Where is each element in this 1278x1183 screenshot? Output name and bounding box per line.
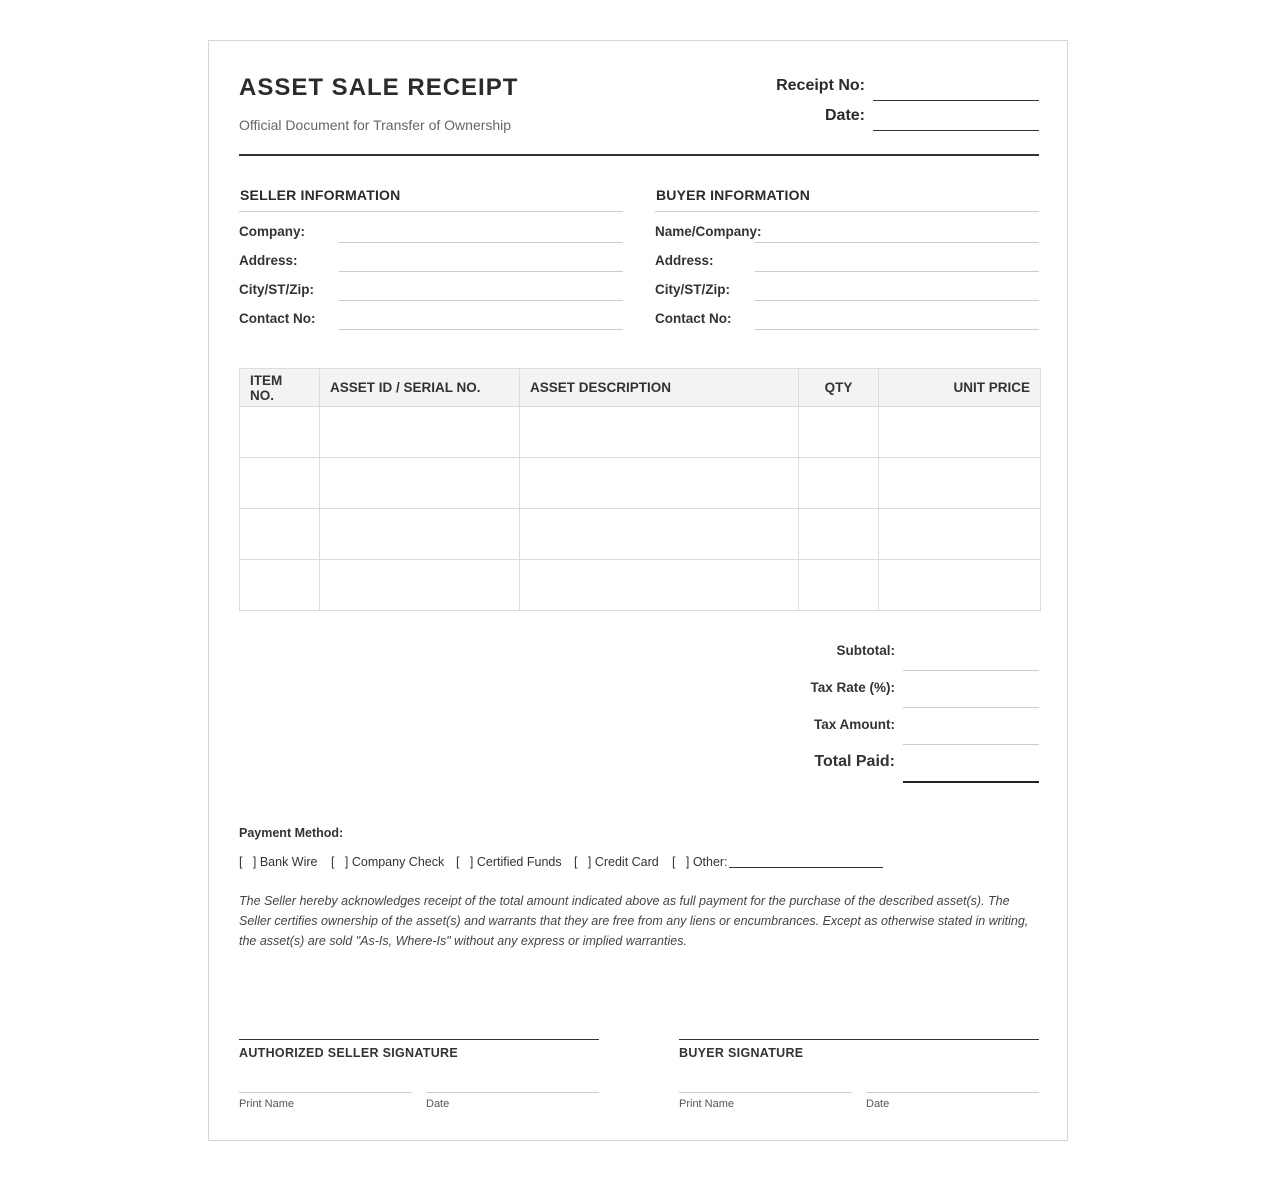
payment-option-company-check[interactable]: [ ] Company Check bbox=[331, 855, 445, 869]
seller-signature-line[interactable] bbox=[239, 1039, 599, 1040]
table-cell[interactable] bbox=[520, 560, 799, 611]
table-cell[interactable] bbox=[320, 560, 520, 611]
table-cell[interactable] bbox=[799, 407, 879, 458]
column-header-unit-price: UNIT PRICE bbox=[879, 369, 1041, 407]
buyer-date-line[interactable] bbox=[866, 1092, 1039, 1093]
table-cell[interactable] bbox=[240, 458, 320, 509]
payment-option-credit-card[interactable]: [ ] Credit Card bbox=[574, 855, 659, 869]
buyer-contact-label: Contact No: bbox=[655, 311, 732, 326]
receipt-no-label: Receipt No: bbox=[776, 77, 865, 94]
date-field[interactable] bbox=[873, 130, 1039, 131]
payment-method-label: Payment Method: bbox=[239, 826, 344, 840]
seller-contact-label: Contact No: bbox=[239, 311, 316, 326]
seller-info-title: SELLER INFORMATION bbox=[240, 187, 401, 203]
document-title: ASSET SALE RECEIPT bbox=[239, 74, 519, 101]
receipt-page bbox=[208, 40, 1068, 1141]
receipt-no-field[interactable] bbox=[873, 100, 1039, 101]
tax-rate-field[interactable] bbox=[903, 707, 1039, 708]
table-cell[interactable] bbox=[320, 458, 520, 509]
table-cell[interactable] bbox=[320, 407, 520, 458]
payment-option-other[interactable]: [ ] Other: bbox=[672, 855, 728, 869]
table-cell[interactable] bbox=[320, 509, 520, 560]
seller-company-field[interactable] bbox=[339, 242, 623, 243]
table-row bbox=[240, 560, 1041, 611]
table-cell[interactable] bbox=[520, 458, 799, 509]
buyer-print-name-line[interactable] bbox=[679, 1092, 852, 1093]
table-cell[interactable] bbox=[520, 509, 799, 560]
buyer-address-field[interactable] bbox=[755, 271, 1039, 272]
table-cell[interactable] bbox=[879, 560, 1041, 611]
seller-print-name-line[interactable] bbox=[239, 1092, 412, 1093]
buyer-signature-line[interactable] bbox=[679, 1039, 1039, 1040]
table-cell[interactable] bbox=[879, 407, 1041, 458]
buyer-city-label: City/ST/Zip: bbox=[655, 282, 730, 297]
buyer-city-field[interactable] bbox=[755, 300, 1039, 301]
seller-contact-field[interactable] bbox=[339, 329, 623, 330]
seller-date-line[interactable] bbox=[426, 1092, 599, 1093]
seller-city-field[interactable] bbox=[339, 300, 623, 301]
payment-option-bank-wire[interactable]: [ ] Bank Wire bbox=[239, 855, 318, 869]
total-paid-field[interactable] bbox=[903, 781, 1039, 783]
payment-other-field[interactable] bbox=[729, 867, 883, 868]
table-cell[interactable] bbox=[879, 509, 1041, 560]
column-header-qty: QTY bbox=[799, 369, 879, 407]
buyer-company-field[interactable] bbox=[755, 242, 1039, 243]
subtotal-label: Subtotal: bbox=[836, 643, 895, 658]
table-cell[interactable] bbox=[240, 407, 320, 458]
buyer-company-label: Name/Company: bbox=[655, 224, 762, 239]
document-subtitle: Official Document for Transfer of Ownership bbox=[239, 117, 512, 133]
table-cell[interactable] bbox=[520, 407, 799, 458]
header-divider bbox=[239, 154, 1039, 156]
date-label: Date: bbox=[824, 107, 865, 124]
buyer-contact-field[interactable] bbox=[755, 329, 1039, 330]
subtotal-field[interactable] bbox=[903, 670, 1039, 671]
tax-amount-field[interactable] bbox=[903, 744, 1039, 745]
seller-date-label: Date bbox=[426, 1098, 450, 1110]
table-row bbox=[240, 458, 1041, 509]
table-header-row bbox=[240, 369, 1041, 407]
buyer-date-label: Date bbox=[866, 1098, 890, 1110]
table-row bbox=[240, 407, 1041, 458]
column-header-asset-id: ASSET ID / SERIAL NO. bbox=[320, 369, 520, 407]
payment-option-certified-funds[interactable]: [ ] Certified Funds bbox=[456, 855, 562, 869]
tax-amount-label: Tax Amount: bbox=[814, 717, 895, 732]
table-cell[interactable] bbox=[240, 509, 320, 560]
buyer-info-divider bbox=[655, 211, 1039, 212]
seller-address-field[interactable] bbox=[339, 271, 623, 272]
table-cell[interactable] bbox=[799, 458, 879, 509]
buyer-signature-title: BUYER SIGNATURE bbox=[679, 1046, 804, 1060]
terms-text: The Seller hereby acknowledges receipt of the total amount indicated above as full payment for the purchase of the described asset(s). The Seller certifies ownership of the asset(s) and warrants that they are free from any liens or encumbrances. Except as otherwise stated in writing, the asset(s) are sold "As-Is, Where-Is" without any express or implied warranties. bbox=[239, 894, 1029, 948]
table-cell[interactable] bbox=[799, 509, 879, 560]
seller-info-divider bbox=[239, 211, 623, 212]
seller-address-label: Address: bbox=[239, 253, 298, 268]
table-cell[interactable] bbox=[879, 458, 1041, 509]
buyer-print-name-label: Print Name bbox=[679, 1098, 735, 1110]
column-header-description: ASSET DESCRIPTION bbox=[520, 369, 799, 407]
tax-rate-label: Tax Rate (%): bbox=[810, 680, 895, 695]
seller-print-name-label: Print Name bbox=[239, 1098, 295, 1110]
seller-signature-title: AUTHORIZED SELLER SIGNATURE bbox=[239, 1046, 458, 1060]
total-paid-label: Total Paid: bbox=[814, 753, 895, 770]
table-cell[interactable] bbox=[240, 560, 320, 611]
table-cell[interactable] bbox=[799, 560, 879, 611]
column-header-item-no: ITEM NO. bbox=[240, 369, 320, 407]
seller-city-label: City/ST/Zip: bbox=[239, 282, 314, 297]
table-row bbox=[240, 509, 1041, 560]
buyer-address-label: Address: bbox=[655, 253, 714, 268]
seller-company-label: Company: bbox=[239, 224, 306, 239]
buyer-info-title: BUYER INFORMATION bbox=[656, 187, 811, 203]
items-table bbox=[239, 368, 1041, 611]
